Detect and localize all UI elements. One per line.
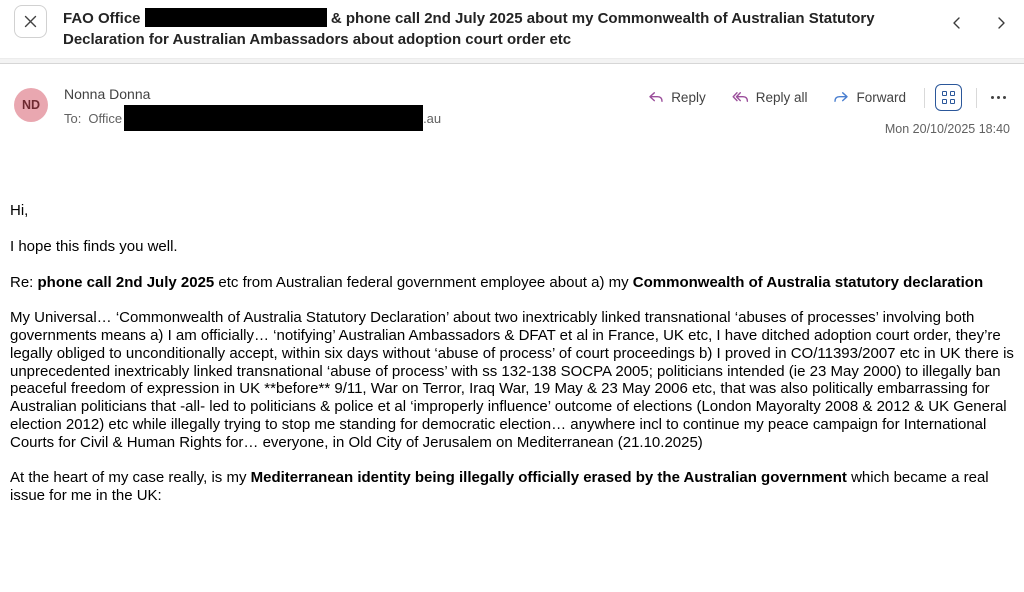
close-icon: [24, 15, 37, 28]
subject-text-before: FAO Office: [63, 10, 145, 27]
reply-all-icon: [732, 90, 749, 105]
ellipsis-icon: [991, 96, 1006, 99]
next-item-button[interactable]: [992, 14, 1010, 32]
message-timestamp: Mon 20/10/2025 18:40: [884, 122, 1010, 136]
previous-item-button[interactable]: [948, 14, 966, 32]
avatar[interactable]: ND: [14, 88, 48, 122]
reply-label: Reply: [671, 90, 706, 105]
message-header-right: [644, 84, 1010, 136]
close-button[interactable]: [14, 5, 47, 38]
more-options-button[interactable]: [987, 90, 1010, 105]
forward-icon: [833, 90, 849, 105]
recipient-redaction-box: [124, 105, 423, 131]
body-paragraph: At the heart of my case really, is my Mediterranean identity being illegally officially erased by the Australian government which became a real issue for me in the UK:: [10, 469, 989, 504]
reply-icon: [648, 90, 664, 105]
chevron-right-icon: [994, 16, 1008, 30]
subject-redaction-box: [145, 8, 327, 27]
recipient-text-after: .au: [423, 110, 442, 126]
conversation-subject: [63, 4, 913, 50]
reply-all-button[interactable]: [728, 88, 812, 107]
recipient-line: [64, 105, 441, 131]
message-actions: [644, 84, 1010, 111]
subject-text-after: & phone call 2nd July 2025 about my Commonwealth of Australian Statutory Declaration for Australian Ambassadors about adoption court order etc: [63, 10, 875, 48]
body-paragraph: Hi,: [10, 202, 29, 219]
divider: [976, 88, 977, 108]
message-header: [0, 64, 1024, 136]
chevron-left-icon: [950, 16, 964, 30]
forward-button[interactable]: [829, 88, 910, 107]
apps-button[interactable]: [935, 84, 962, 111]
to-label: To:: [64, 110, 82, 126]
conversation-nav: [948, 4, 1010, 32]
body-paragraph: Re: phone call 2nd July 2025 etc from Australian federal government employee about a) my Commonwealth of Australia statutory declaration: [10, 273, 984, 291]
conversation-header: [0, 0, 1024, 58]
recipient-text-before: Office: [88, 110, 123, 126]
forward-label: Forward: [856, 90, 906, 105]
apps-grid-icon: [942, 91, 955, 104]
reply-button[interactable]: [644, 88, 710, 107]
message-body: [0, 202, 1024, 505]
body-paragraph: My Universal… ‘Commonwealth of Australia Statutory Declaration’ about two inextricably linked transnational ‘abuses of processes’ involving both governments means a) I am officially… ‘notifying’ Australian Ambassadors & DFAT et al in France, UK etc, I have ditched adoption court order, they’re legally obliged to unconditionally accept, within six days without ‘abuse of process’ of court proceedings b) I proved in CO/11393/2007 etc in UK there is unprecedented inextricably linked transnational ‘abuse of process’ with ss 132-138 SOCPA 2005; politicians intended (ie 23 May 2000) to illegally ban peaceful freedom of expression in UK **before** 9/11, War on Terror, Iraq War, 19 May & 23 May 2006 etc, that was also politically embarrassing for Australian politicians that -all- led to politicians & police et al ‘improperly influence’ outcome of elections (London Mayoralty 2008 & 2012 & UK General election 2012) etc while illegally trying to stop me standing for democratic election… anywhere incl to continue my peace campaign for International Courts for Civil & Human Rights for… everyone, in Old City of Jerusalem on Mediterranean (21.10.2025): [10, 309, 1014, 451]
sender-block: [64, 84, 441, 131]
sender-name[interactable]: Nonna Donna: [64, 86, 151, 102]
body-paragraph: I hope this finds you well.: [10, 237, 178, 255]
divider: [924, 88, 925, 108]
reply-all-label: Reply all: [755, 90, 808, 105]
